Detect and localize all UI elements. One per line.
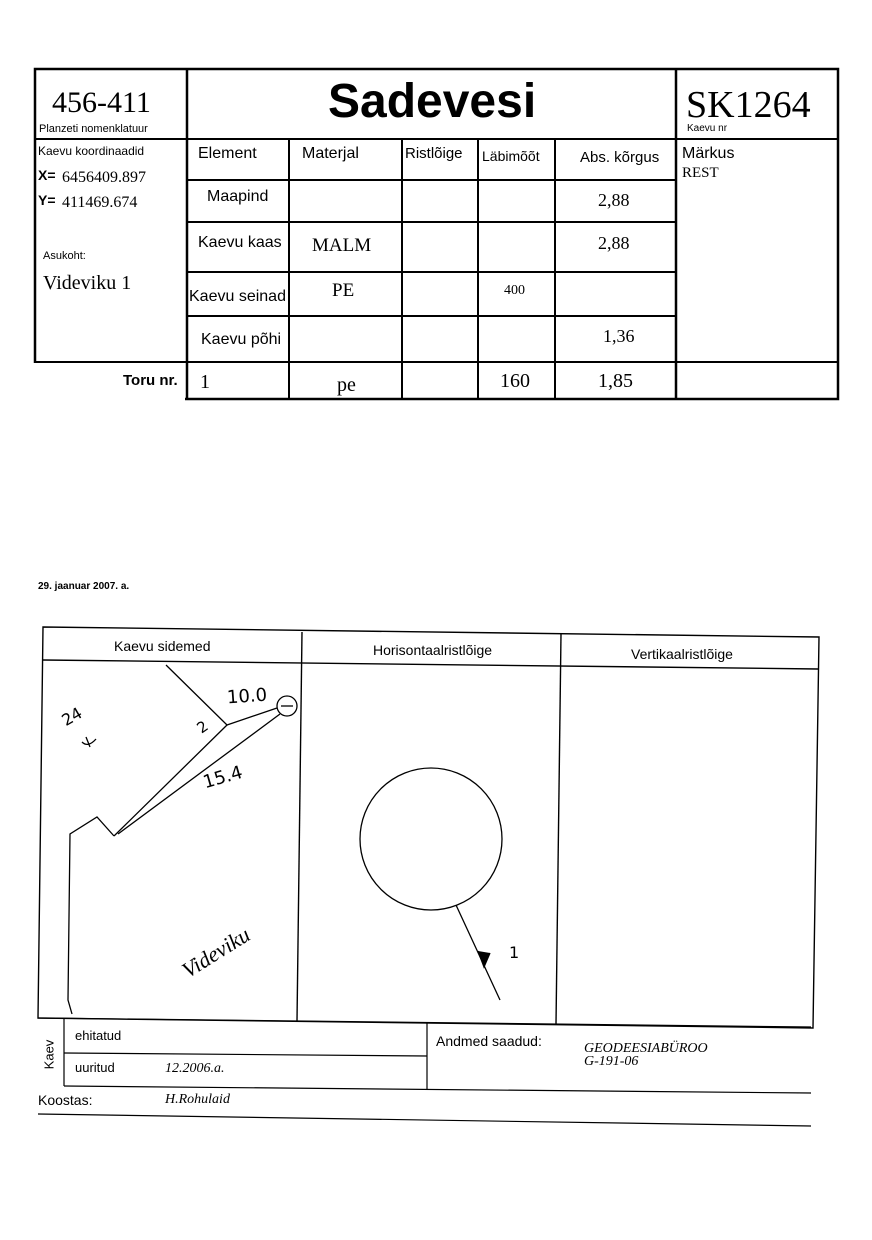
pipe-diameter: 160 [500, 370, 530, 392]
document-date: 29. jaanuar 2007. a. [38, 581, 130, 592]
header-element: Element [198, 145, 257, 162]
location-value: Videviku 1 [43, 272, 132, 294]
surveyed-label: uuritud [75, 1060, 115, 1075]
header-diameter: Läbimõõt [482, 148, 540, 164]
hand-street-label: Videviku [177, 921, 255, 983]
header-section: Ristlõige [405, 145, 463, 162]
side-label: Kaev [41, 1039, 57, 1070]
page-title: Sadevesi [328, 75, 537, 128]
x-value: 6456409.897 [62, 169, 146, 186]
row-element: Kaevu seinad [189, 288, 286, 305]
well-id: SK1264 [686, 84, 811, 126]
pipe-elevation: 1,85 [598, 370, 633, 392]
column-vertical-title: Vertikaalristlõige [631, 646, 733, 662]
built-label: ehitatud [75, 1028, 122, 1043]
remarks-value: REST [682, 165, 719, 181]
compiled-label: Koostas: [38, 1092, 93, 1108]
column-ties-title: Kaevu sidemed [114, 638, 211, 654]
pipe-material: pe [337, 374, 356, 396]
hand-label-2: 2 [193, 716, 212, 738]
hand-label-24: 24 [58, 703, 86, 730]
row-material: MALM [312, 235, 372, 256]
data-source-org: GEODEESIABÜROO [584, 1041, 708, 1056]
column-horizontal-title: Horisontaalristlõige [373, 642, 493, 658]
coords-label: Kaevu koordinaadid [38, 144, 145, 158]
well-caption: Kaevu nr [687, 123, 728, 134]
location-label: Asukoht: [43, 250, 86, 262]
header-elevation: Abs. kõrgus [580, 149, 660, 166]
row-diameter: 400 [504, 283, 525, 298]
hand-pipe-number: 1 [509, 943, 520, 962]
compiled-value: H.Rohulaid [165, 1092, 230, 1107]
pipe-label: Toru nr. [123, 372, 178, 389]
surveyed-value: 12.2006.a. [165, 1061, 225, 1076]
row-elevation: 1,36 [603, 326, 635, 346]
row-elevation: 2,88 [598, 190, 630, 210]
y-value: 411469.674 [62, 194, 138, 211]
header-remarks: Märkus [682, 145, 735, 162]
row-element: Kaevu põhi [201, 331, 282, 348]
well-section-drawing [360, 768, 502, 1000]
y-label: Y= [38, 192, 56, 208]
sheet-caption: Planzeti nomenklatuur [39, 123, 148, 135]
row-element: Kaevu kaas [198, 234, 282, 251]
row-elevation: 2,88 [598, 233, 630, 253]
data-source-label: Andmed saadud: [436, 1033, 542, 1049]
data-source-code: G-191-06 [584, 1054, 639, 1069]
row-element: Maapind [207, 188, 269, 205]
hand-label-10: 10.0 [226, 684, 268, 709]
sheet-number: 456-411 [52, 86, 151, 119]
row-material: PE [332, 280, 355, 301]
x-label: X= [38, 167, 56, 183]
pipe-number: 1 [200, 371, 210, 393]
header-material: Materjal [302, 145, 359, 162]
hand-label-15: 15.4 [200, 761, 246, 794]
